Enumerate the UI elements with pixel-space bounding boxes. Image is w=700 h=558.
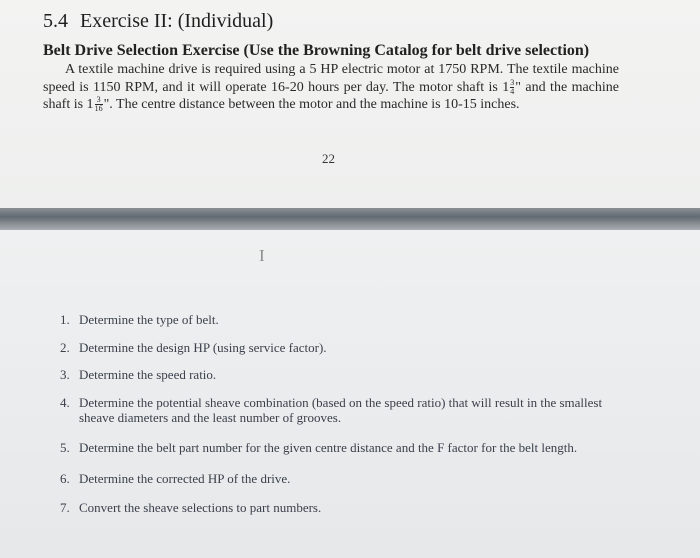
machine-shaft-fraction <box>95 96 103 113</box>
fraction-numerator: 3 <box>96 95 101 105</box>
exercise-heading: Belt Drive Selection Exercise (Use the Browning Catalog for belt drive selection) <box>43 42 590 59</box>
task-text: Convert the sheave selections to part numbers. <box>79 500 322 515</box>
task-list <box>60 312 620 515</box>
task-item <box>60 312 620 327</box>
task-number: 5. <box>60 440 70 455</box>
task-number: 3. <box>60 367 70 382</box>
section-number: 5.4 <box>43 10 68 32</box>
page-divider <box>0 208 700 230</box>
task-number: 4. <box>60 395 70 410</box>
task-item <box>60 395 620 425</box>
task-item <box>60 440 620 455</box>
task-item <box>60 340 620 355</box>
task-item <box>60 471 620 486</box>
task-item <box>60 500 620 515</box>
problem-text-2: " and the machine shaft is 1 <box>43 79 619 112</box>
fraction-denominator: 16 <box>94 104 103 114</box>
task-text: Determine the corrected HP of the drive. <box>79 471 291 486</box>
task-item <box>60 367 620 382</box>
problem-text-1: A textile machine drive is required using a 5 HP electric motor at 1750 RPM. The textile machine speed is 1150 RPM, and it will operate 16-20 hours per day. The motor shaft is 1 <box>43 62 619 95</box>
task-text: Determine the type of belt. <box>79 312 219 327</box>
problem-text-3: ". The centre distance between the motor and the machine is 10-15 inches. <box>103 97 520 112</box>
task-number: 1. <box>60 312 70 327</box>
task-number: 6. <box>60 471 70 486</box>
task-number: 7. <box>60 500 70 515</box>
text-cursor-icon: I <box>259 246 265 265</box>
fraction-numerator: 3 <box>510 77 515 87</box>
motor-shaft-fraction <box>510 79 514 96</box>
section-title <box>43 10 273 33</box>
task-text: Determine the design HP (using service factor). <box>79 340 327 355</box>
problem-statement <box>43 61 619 114</box>
task-text: Determine the belt part number for the given centre distance and the F factor for the belt length. <box>79 440 578 455</box>
task-number: 2. <box>60 340 70 355</box>
task-text: Determine the potential sheave combination (based on the speed ratio) that will result in the smallest sheave diameters and the least number of grooves. <box>79 395 603 425</box>
section-title-text: Exercise II: (Individual) <box>80 10 274 32</box>
page-number: 22 <box>322 151 335 166</box>
task-text: Determine the speed ratio. <box>79 367 217 382</box>
fraction-denominator: 4 <box>510 86 515 96</box>
upper-page <box>0 0 700 208</box>
